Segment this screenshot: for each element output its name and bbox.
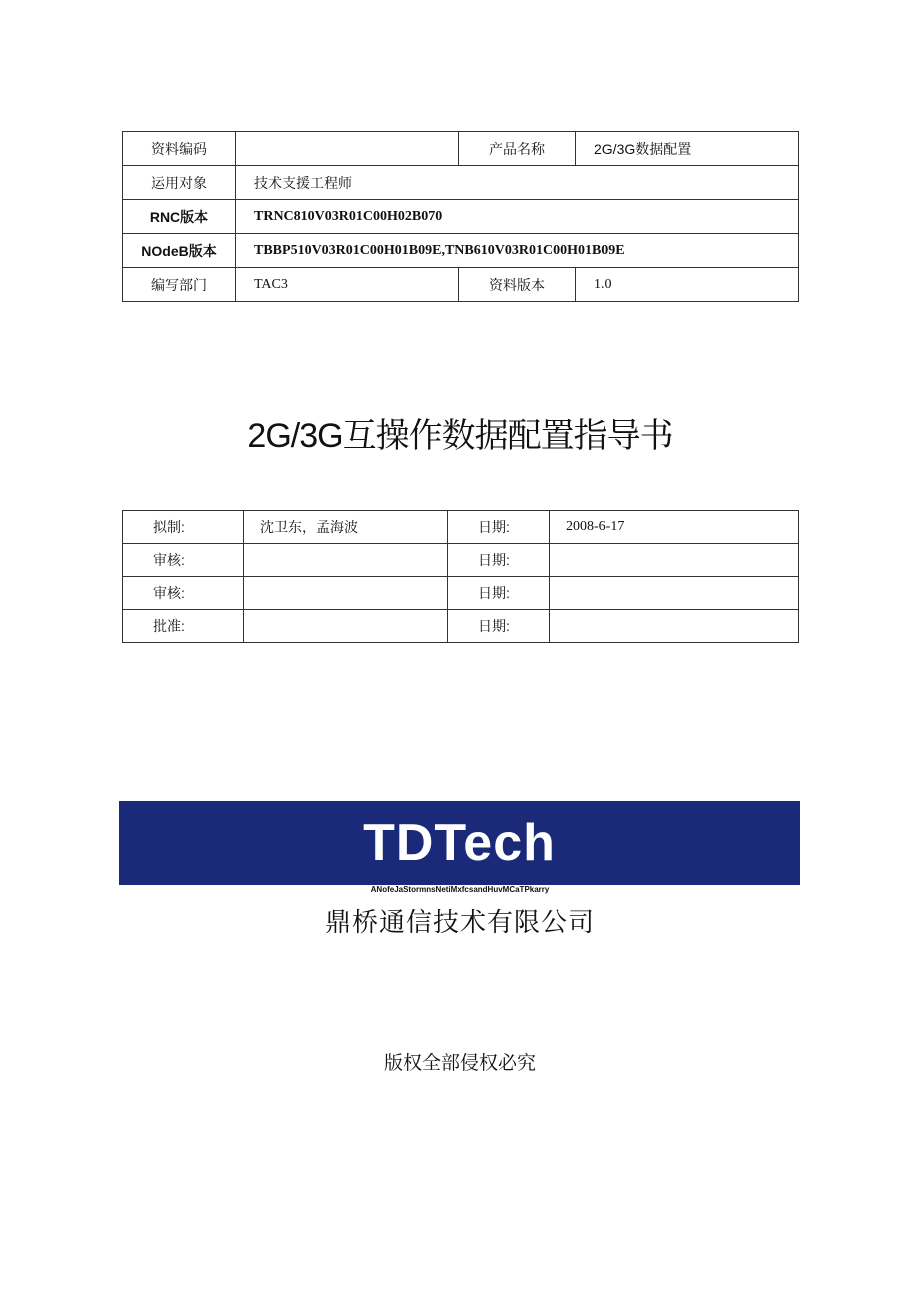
date-value	[550, 610, 799, 643]
date-label: 日期:	[448, 577, 550, 610]
audience-label: 运用对象	[123, 166, 236, 200]
copyright-notice: 版权全部侵权必究	[383, 1053, 536, 1074]
info-row-audience	[123, 166, 799, 200]
document-title: 2G/3G互操作数据配置指导书	[247, 417, 673, 455]
product-name-label: 产品名称	[459, 132, 576, 166]
product-name-value: 2G/3G数据配置	[576, 132, 799, 166]
approval-row	[123, 544, 799, 577]
nodeb-label: NOdeB版本	[123, 234, 236, 268]
version-label: 资料版本	[459, 268, 576, 302]
document-info-table	[122, 131, 799, 302]
company-banner	[119, 801, 800, 885]
nodeb-value: TBBP510V03R01C00H01B09E,TNB610V03R01C00H01B09E	[236, 234, 799, 268]
date-value: 2008-6-17	[550, 511, 799, 544]
info-row-rnc	[123, 200, 799, 234]
date-label: 日期:	[448, 544, 550, 577]
dept-label: 编写部门	[123, 268, 236, 302]
approval-row	[123, 511, 799, 544]
approval-row	[123, 577, 799, 610]
date-value	[550, 577, 799, 610]
drafted-by-label: 拟制:	[123, 511, 244, 544]
approved-by-label: 批准:	[123, 610, 244, 643]
date-label: 日期:	[448, 511, 550, 544]
reviewed-by-value	[244, 544, 448, 577]
approved-by-value	[244, 610, 448, 643]
reviewed-by-value	[244, 577, 448, 610]
approval-table	[122, 510, 799, 643]
reviewed-by-label: 审核:	[123, 544, 244, 577]
info-row-doc-code	[123, 132, 799, 166]
date-value	[550, 544, 799, 577]
audience-value: 技术支援工程师	[236, 166, 799, 200]
rnc-label: RNC版本	[123, 200, 236, 234]
tdtech-logo: TDTech	[363, 814, 556, 872]
company-name: 鼎桥通信技术有限公司	[324, 908, 595, 937]
dept-value: TAC3	[236, 268, 459, 302]
rnc-value: TRNC810V03R01C00H02B070	[236, 200, 799, 234]
doc-code-label: 资料编码	[123, 132, 236, 166]
doc-code-value	[236, 132, 459, 166]
approval-row	[123, 610, 799, 643]
date-label: 日期:	[448, 610, 550, 643]
banner-tagline: ANofeJaStormnsNetiMxfcsandHuvMCaTPkarry	[370, 885, 550, 894]
drafted-by-value: 沈卫东，孟海波	[244, 511, 448, 544]
reviewed-by-label: 审核:	[123, 577, 244, 610]
version-value: 1.0	[576, 268, 799, 302]
info-row-nodeb	[123, 234, 799, 268]
info-row-dept	[123, 268, 799, 302]
